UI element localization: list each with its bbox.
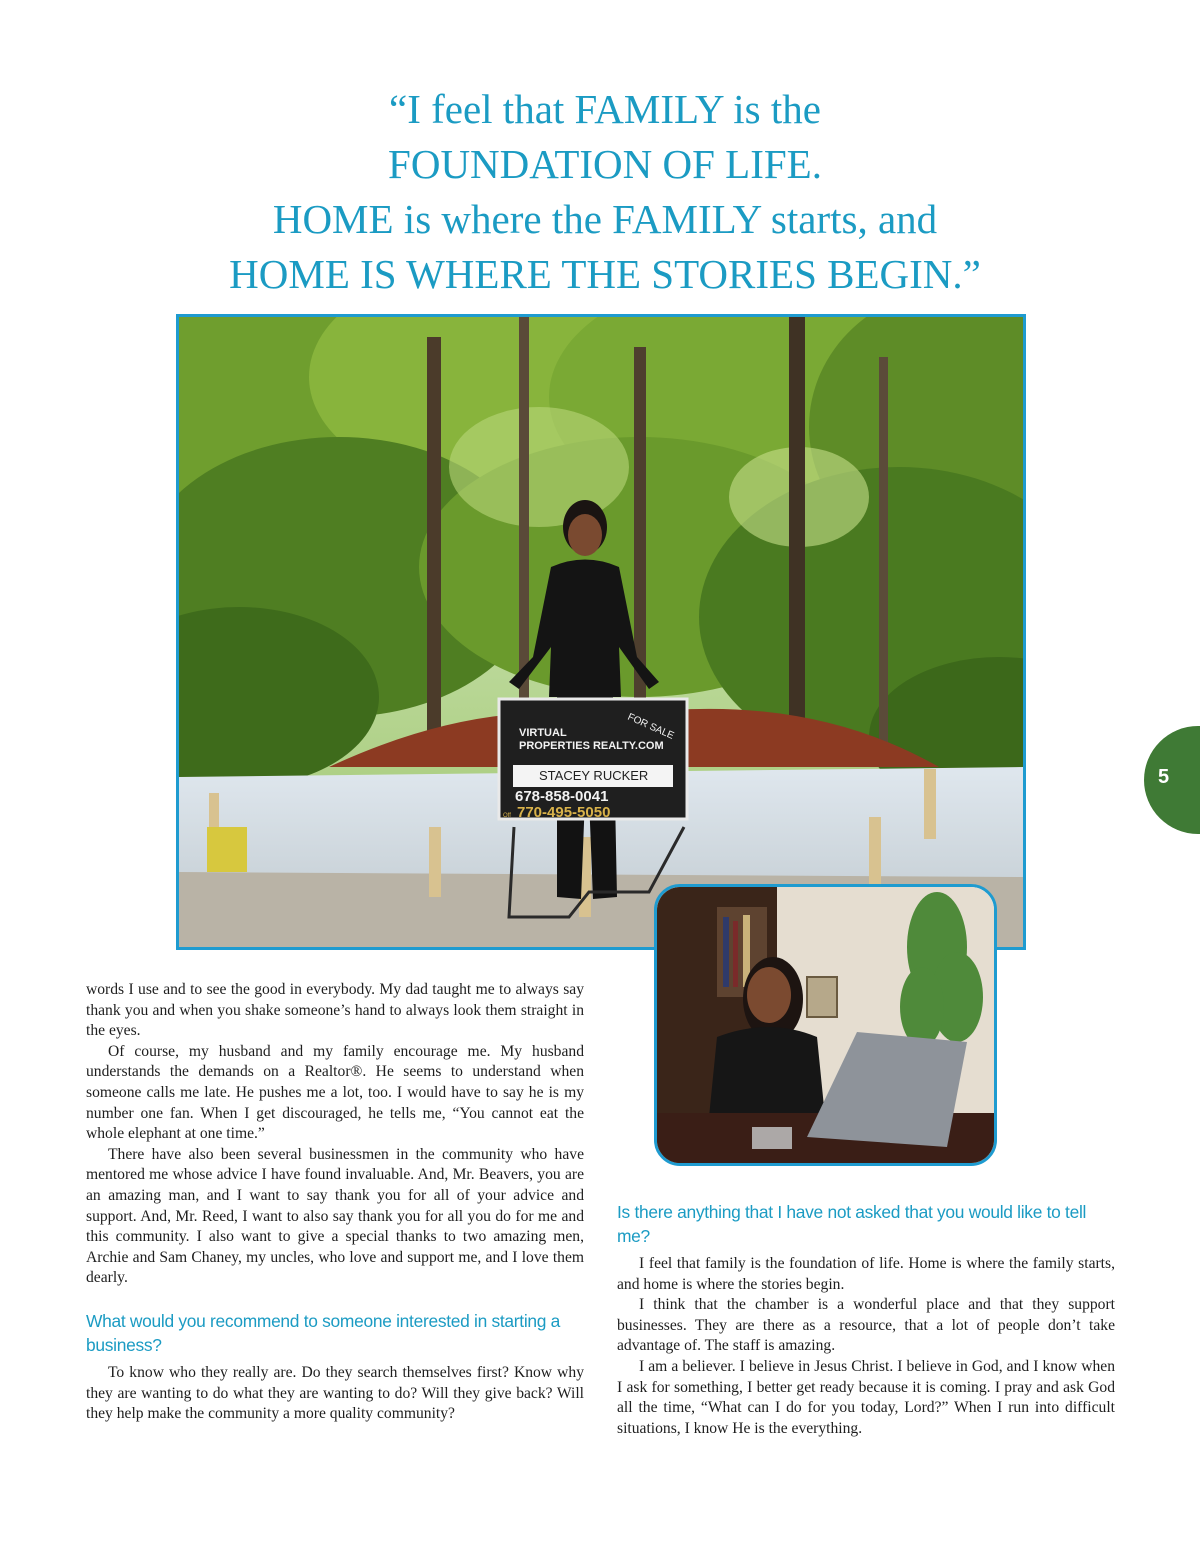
left-paragraph-3: There have also been several businessmen in the community who have mentored me whose advice I have found invaluable. And, Mr. Beavers, you are an amazing man, and I want to say thank you for all of your advice and support. And, Mr. Reed, I want to also say thank you for all you do for me and this community. I also want to give a special thanks to two amazing men, Archie and Sam Chaney, my uncles, who love and support me, and I love them dearly. <box>86 1145 584 1287</box>
paint-bucket <box>207 827 247 872</box>
photo-scene <box>179 317 1023 947</box>
left-question-heading: What would you recommend to someone interested in starting a business? <box>86 1310 561 1355</box>
right-paragraph-2: I think that the chamber is a wonderful place and that they support businesses. They are there as a resource, that a lot of people don’t take advantage of. The staff is amazing. <box>617 1296 1115 1355</box>
left-column <box>86 980 584 1425</box>
svg-text:VIRTUAL: VIRTUAL <box>519 727 567 739</box>
svg-text:Off: Off <box>503 813 511 819</box>
svg-text:770-495-5050: 770-495-5050 <box>517 804 611 821</box>
pull-quote-line-1: “I feel that FAMILY is the <box>389 86 821 132</box>
svg-text:678-858-0041: 678-858-0041 <box>515 788 609 805</box>
svg-text:STACEY RUCKER: STACEY RUCKER <box>539 768 649 783</box>
main-photo-realtor-with-sign <box>176 314 1026 950</box>
left-paragraph-1: words I use and to see the good in everybody. My dad taught me to always say thank you and when you shake someone’s hand to always look them straight in the eyes. <box>86 981 584 1040</box>
page-tab <box>1144 726 1200 834</box>
right-question-heading: Is there anything that I have not asked that you would like to tell me? <box>617 1202 1087 1246</box>
right-column <box>617 1200 1115 1439</box>
inset-photo-realtor-at-desk <box>654 884 997 1166</box>
svg-text:FOR SALE: FOR SALE <box>625 711 676 742</box>
right-paragraph-3: I am a believer. I believe in Jesus Christ. I believe in God, and I know when I ask for something, I better get ready because it is coming. I pray and ask God all the time, “What can I do for you today, Lord?” When I run into difficult situations, I know He is the everything. <box>617 1357 1115 1437</box>
svg-text:PROPERTIES REALTY.COM: PROPERTIES REALTY.COM <box>519 740 664 752</box>
inset-scene <box>657 887 994 1163</box>
left-paragraph-4: To know who they really are. Do they search themselves first? Know why they are wanting to do what they are wanting to do? Will they give back? Will they help make the community a more quality community? <box>86 1363 584 1423</box>
pull-quote-line-4: HOME IS WHERE THE STORIES BEGIN.” <box>229 251 981 297</box>
page-number: 5 <box>1158 766 1170 788</box>
pull-quote-line-3: HOME is where the FAMILY starts, and <box>272 196 938 242</box>
right-paragraph-1: I feel that family is the foundation of life. Home is where the family starts, and home is where the stories begin. <box>617 1255 1115 1293</box>
left-paragraph-2: Of course, my husband and my family encourage me. My husband understands the demands on a Realtor®. He seems to understand when someone calls me late. He pushes me a lot, too. I would have to say he is my number one fan. When I get discouraged, he tells me, “You cannot eat the whole elephant at one time.” <box>86 1042 584 1143</box>
pull-quote-line-2: FOUNDATION OF LIFE. <box>388 141 822 187</box>
pull-quote <box>100 82 1110 302</box>
